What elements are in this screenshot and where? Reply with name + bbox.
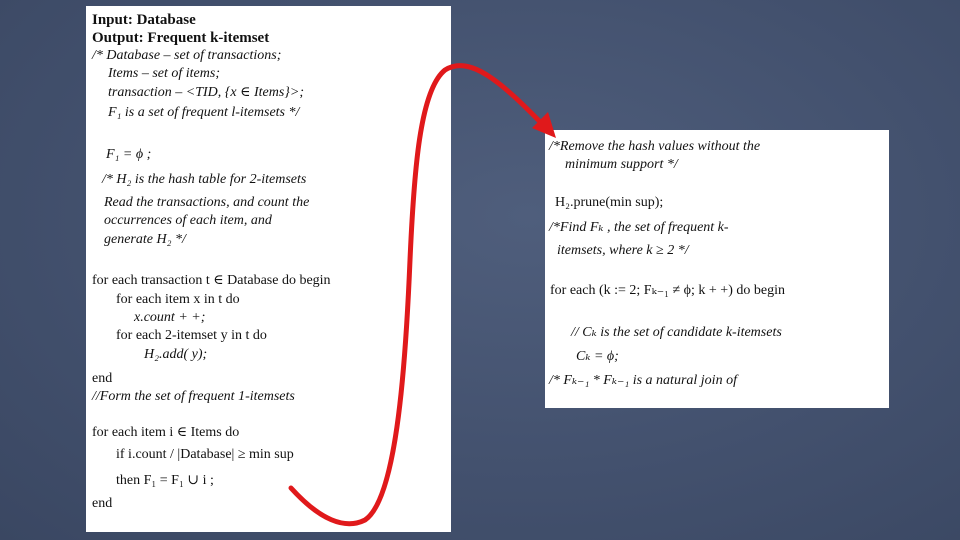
comment-candidates: // Cₖ is the set of candidate k-itemsets <box>571 325 782 340</box>
loop-transactions: for each transaction t ∈ Database do begin <box>92 273 331 288</box>
count-increment: x.count + +; <box>134 310 206 325</box>
comment-generate: generate H₂ */ <box>104 232 186 247</box>
end-2: end <box>92 496 113 511</box>
comment-form-set: //Form the set of frequent 1-itemsets <box>92 389 295 404</box>
comment-natural-join: /* Fₖ₋₁ * Fₖ₋₁ is a natural join of <box>549 373 737 388</box>
comment-read-transactions: Read the transactions, and count the <box>104 195 310 210</box>
comment-occurrences: occurrences of each item, and <box>104 213 272 228</box>
end-1: end <box>92 371 113 386</box>
input-label: Input: Database <box>92 12 196 28</box>
comment-transaction: transaction – <TID, {x ∈ Items}>; <box>108 85 304 100</box>
comment-min-support: minimum support */ <box>565 157 678 172</box>
arrow-path <box>291 66 548 524</box>
hash-add: H₂.add( y); <box>144 347 208 362</box>
init-ck: Cₖ = ϕ; <box>576 349 619 364</box>
loop-2-itemsets: for each 2-itemset y in t do <box>116 328 267 343</box>
comment-itemsets-k: itemsets, where k ≥ 2 */ <box>557 243 689 258</box>
comment-database: /* Database – set of transactions; <box>92 48 282 63</box>
comment-f1: F₁ is a set of frequent l-itemsets */ <box>108 105 300 120</box>
loop-each-item: for each item i ∈ Items do <box>92 425 240 440</box>
loop-k: for each (k := 2; Fₖ₋₁ ≠ ϕ; k + +) do begin <box>550 283 785 298</box>
if-support: if i.count / |Database| ≥ min sup <box>116 447 294 462</box>
comment-items: Items – set of items; <box>108 66 220 81</box>
loop-items: for each item x in t do <box>116 292 240 307</box>
comment-hash-table: /* H₂ is the hash table for 2-itemsets <box>102 172 307 187</box>
comment-find-fk: /*Find Fₖ , the set of frequent k- <box>549 220 729 235</box>
comment-remove-hash: /*Remove the hash values without the <box>549 139 761 154</box>
output-label: Output: Frequent k-itemset <box>92 30 270 46</box>
then-union: then F₁ = F₁ ∪ i ; <box>116 473 214 488</box>
hash-prune: H₂.prune(min sup); <box>555 195 664 210</box>
init-f1: F₁ = ϕ ; <box>106 147 152 162</box>
